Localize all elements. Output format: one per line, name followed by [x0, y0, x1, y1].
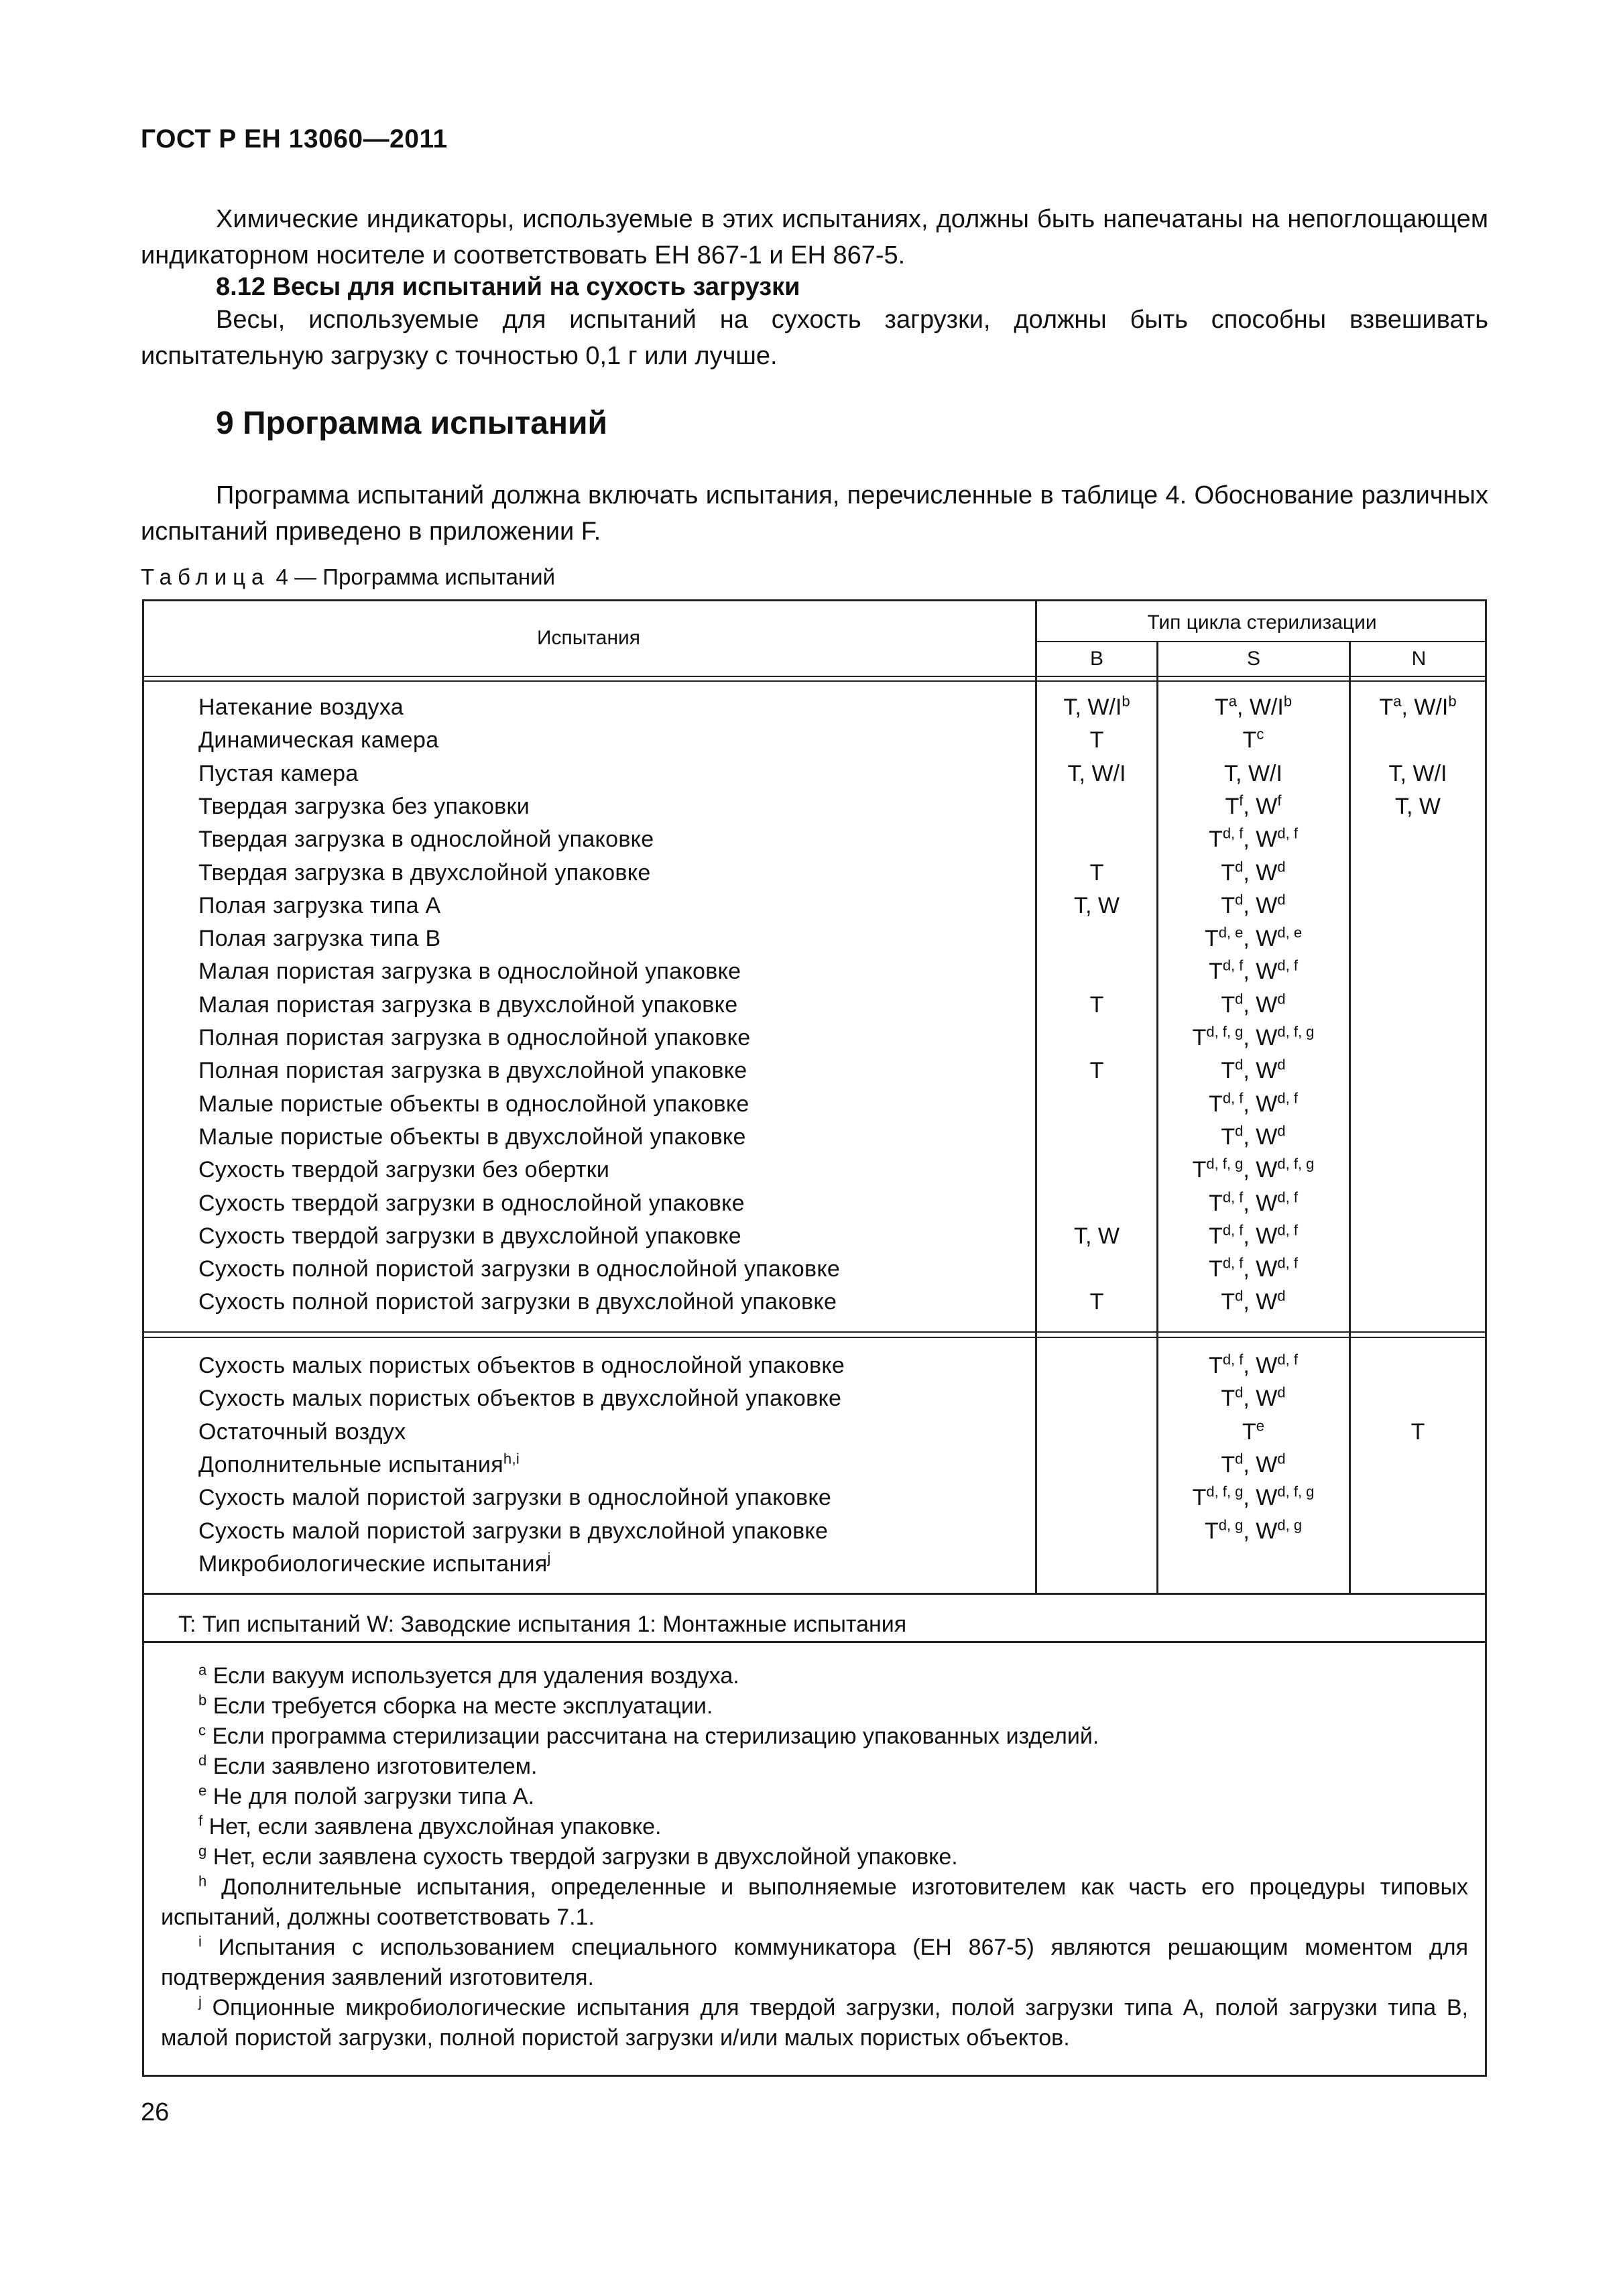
header-col-s: S — [1246, 648, 1260, 670]
legend-top-rule — [142, 1593, 1487, 1595]
footnote-mark: f — [198, 1812, 203, 1829]
cell-b: T, $W/I^b$ — [1063, 692, 1130, 720]
row-test-name: Полая загрузка типа В — [198, 926, 441, 952]
cell-n: $T^a$, $W/I^b$ — [1379, 692, 1457, 720]
row-test-name: Полая загрузка типа А — [198, 892, 441, 918]
table-caption-prefix: Таблица — [141, 564, 270, 589]
row-test-name: Сухость малой пористой загрузки в двухслойной упаковке — [198, 1518, 829, 1544]
row-test-name: Натекание воздуха — [198, 694, 404, 720]
footnote-g: $^g$ Нет, если заявлена сухость твердой загрузки в двухслойной упаковке. — [198, 1842, 958, 1870]
footnote-mark: i — [198, 1933, 202, 1950]
cell-s: T$^{d, f, g}$, W$^{d, f, g}$ — [1192, 1155, 1315, 1183]
header-cycle-type: Тип цикла стерилизации — [1147, 611, 1377, 633]
row-test-name: Сухость твердой загрузки в однослойной упаковке — [198, 1190, 745, 1216]
column-divider-tests — [1035, 599, 1037, 1593]
header-bottom-rule — [142, 676, 1487, 677]
cell-s: $T^d$, $W^d$ — [1221, 1288, 1286, 1315]
cell-s: $T^e$ — [1242, 1417, 1265, 1445]
row-test-name: Полная пористая загрузка в однослойной упаковке — [198, 1025, 751, 1050]
legend-bottom-rule — [142, 1641, 1487, 1643]
section-title: 9 Программа испытаний — [216, 406, 607, 441]
cell-s: T$^{d, f, g}$, W$^{d, f, g}$ — [1192, 1483, 1315, 1511]
cell-b: T — [1089, 1289, 1104, 1315]
cell-b: T — [1089, 1058, 1104, 1084]
footnote-mark: j — [198, 1993, 202, 2010]
cell-s: $T^d$, $W^d$ — [1221, 1056, 1286, 1084]
footnote-a: $^a$ Если вакуум используется для удаления воздуха. — [198, 1661, 739, 1689]
footnote-mark: h — [198, 1872, 207, 1890]
row-test-name: Сухость твердой загрузки без обертки — [198, 1157, 610, 1183]
row-test-name: Твердая загрузка в двухслойной упаковке — [198, 859, 651, 886]
row-test-name: Сухость полной пористой загрузки в двухслойной упаковке — [198, 1289, 837, 1315]
cell-s: T$^{d, f, g}$, W$^{d, f, g}$ — [1192, 1023, 1315, 1050]
footnote-c: $^c$ Если программа стерилизации рассчитана на стерилизацию упакованных изделий. — [198, 1721, 1099, 1749]
cell-s: T$^{d, f}$, W$^{d, f}$ — [1209, 1089, 1298, 1117]
cell-s: $T^c$ — [1242, 725, 1264, 753]
footnote-e: $^e$ Не для полой загрузки типа А. — [198, 1782, 535, 1809]
cell-s: $T^d$, $W^d$ — [1221, 891, 1286, 918]
cell-s: T$^{d, f}$, W$^{d, f}$ — [1209, 1221, 1298, 1249]
footnote-mark: g — [198, 1842, 207, 1860]
row-test-name: Малая пористая загрузка в однослойной упаковке — [198, 959, 741, 985]
row-test-name: Твердая загрузка без упаковки — [198, 793, 530, 819]
header-tests: Испытания — [536, 627, 641, 649]
header-subrule — [1036, 641, 1487, 642]
body-separator-rule — [142, 1331, 1487, 1333]
row-test-name: Малые пористые объекты в однослойной упаковке — [198, 1091, 749, 1117]
cell-b: T — [1089, 727, 1104, 753]
row-test-name: Остаточный воздух — [198, 1418, 406, 1445]
row-test-name: Дополнительные испытания$^{h,i}$ — [198, 1450, 520, 1477]
cell-s: T, W/I — [1224, 760, 1282, 786]
footnote-f: $^f$ Нет, если заявлена двухслойная упаковке. — [198, 1812, 662, 1839]
table-caption — [141, 564, 555, 590]
row-test-name: Сухость малых пористых объектов в двухслойной упаковке — [198, 1386, 842, 1412]
cell-s: T$^{d, e}$, W$^{d, e}$ — [1204, 924, 1303, 952]
header-col-n: N — [1411, 648, 1427, 670]
footnote-d: $^d$ Если заявлено изготовителем. — [198, 1752, 538, 1779]
body-separator-rule-2 — [142, 1337, 1487, 1338]
footnote-b: $^b$ Если требуется сборка на месте эксплуатации. — [198, 1691, 713, 1719]
cell-s: T$^{d, g}$, W$^{d, g}$ — [1204, 1516, 1303, 1544]
footnote-mark: e — [198, 1782, 207, 1799]
row-test-name: Динамическая камера — [198, 727, 439, 753]
row-test-name: Твердая загрузка в однослойной упаковке — [198, 827, 654, 853]
cell-s: $T^f$, $W^f$ — [1225, 792, 1282, 819]
row-test-name: Сухость твердой загрузки в двухслойной упаковке — [198, 1223, 741, 1249]
cell-n: T, W/I — [1388, 760, 1447, 786]
row-test-name: Полная пористая загрузка в двухслойной упаковке — [198, 1058, 747, 1084]
cell-s: $T^d$, $W^d$ — [1221, 858, 1286, 886]
row-test-name: Микробиологические испытания$^j$ — [198, 1549, 551, 1577]
footnote-i: $^i$ Испытания с использованием специального коммуникатора (ЕН 867-5) являются решающим моментом для подтверждения заявлений изготовителя. — [161, 1933, 1468, 1990]
cell-b: T — [1089, 991, 1104, 1018]
table-footnotes — [161, 1661, 1468, 2053]
cell-s: $T^d$, $W^d$ — [1221, 1122, 1286, 1150]
header-bottom-rule-2 — [142, 680, 1487, 682]
footnote-h: $^h$ Дополнительные испытания, определенные и выполняемые изготовителем как часть его процедуры типовых испытаний, должны соответствовать 7.1. — [161, 1872, 1468, 1930]
cell-s: T$^{d, f}$, W$^{d, f}$ — [1209, 825, 1298, 853]
cell-n: T, W — [1395, 793, 1441, 819]
row-test-name: Малые пористые объекты в двухслойной упаковке — [198, 1124, 746, 1150]
page-header: ГОСТ Р ЕН 13060—2011 — [141, 125, 448, 154]
footnote-mark: d — [198, 1752, 207, 1769]
footnote-mark: c — [198, 1721, 206, 1739]
subsection-title: 8.12 Весы для испытаний на сухость загрузки — [216, 273, 800, 301]
table-caption-text: 4 — Программа испытаний — [269, 564, 556, 589]
cell-s: T$^{d, f}$, W$^{d, f}$ — [1209, 1351, 1298, 1378]
cell-b: T, W — [1074, 1223, 1120, 1249]
row-test-name: Сухость малой пористой загрузки в однослойной упаковке — [198, 1485, 832, 1511]
paragraph-chemical-indicators: Химические индикаторы, используемые в этих испытаниях, должны быть напечатаны на непоглощающем индикаторном носителе и соответствовать ЕН 867-1 и ЕН 867-5. — [141, 205, 1488, 269]
row-test-name: Малая пористая загрузка в двухслойной упаковке — [198, 991, 738, 1018]
paragraph-scales: Весы, используемые для испытаний на сухость загрузки, должны быть способны взвешивать испытательную загрузку с точностью 0,1 г или лучше. — [141, 306, 1488, 370]
cell-n: T — [1410, 1418, 1425, 1445]
row-test-name: Пустая камера — [198, 760, 359, 786]
footnote-j: $^j$ Опционные микробиологические испытания для твердой загрузки, полой загрузки типа А, полой загрузки типа В, малой пористой загрузки, полной пористой загрузки и/или малых пористых объектов. — [161, 1993, 1468, 2051]
cell-s: T$^{d, f}$, W$^{d, f}$ — [1209, 1254, 1298, 1282]
cell-s: $T^d$, $W^d$ — [1221, 1450, 1286, 1477]
cell-s: $T^d$, $W^d$ — [1221, 990, 1286, 1018]
table-legend: T: Тип испытаний W: Заводские испытания 1: Монтажные испытания — [178, 1612, 907, 1637]
cell-s: T$^{d, f}$, W$^{d, f}$ — [1209, 1189, 1298, 1216]
row-test-name: Сухость малых пористых объектов в однослойной упаковке — [198, 1353, 845, 1378]
cell-s: $T^a$, $W/I^b$ — [1214, 692, 1293, 720]
row-test-name: Сухость полной пористой загрузки в однослойной упаковке — [198, 1256, 841, 1282]
cell-b: T — [1089, 859, 1104, 886]
cell-b: T, W — [1074, 892, 1120, 918]
header-col-b: B — [1089, 648, 1103, 670]
cell-b: T, W/I — [1067, 760, 1126, 786]
cell-s: $T^d$, $W^d$ — [1221, 1384, 1286, 1412]
paragraph-test-program: Программа испытаний должна включать испытания, перечисленные в таблице 4. Обоснование различных испытаний приведено в приложении F. — [141, 481, 1488, 546]
cell-s: T$^{d, f}$, W$^{d, f}$ — [1209, 957, 1298, 985]
footnote-mark: a — [198, 1661, 207, 1679]
footnote-mark: b — [198, 1691, 207, 1709]
page-number: 26 — [141, 2098, 170, 2126]
